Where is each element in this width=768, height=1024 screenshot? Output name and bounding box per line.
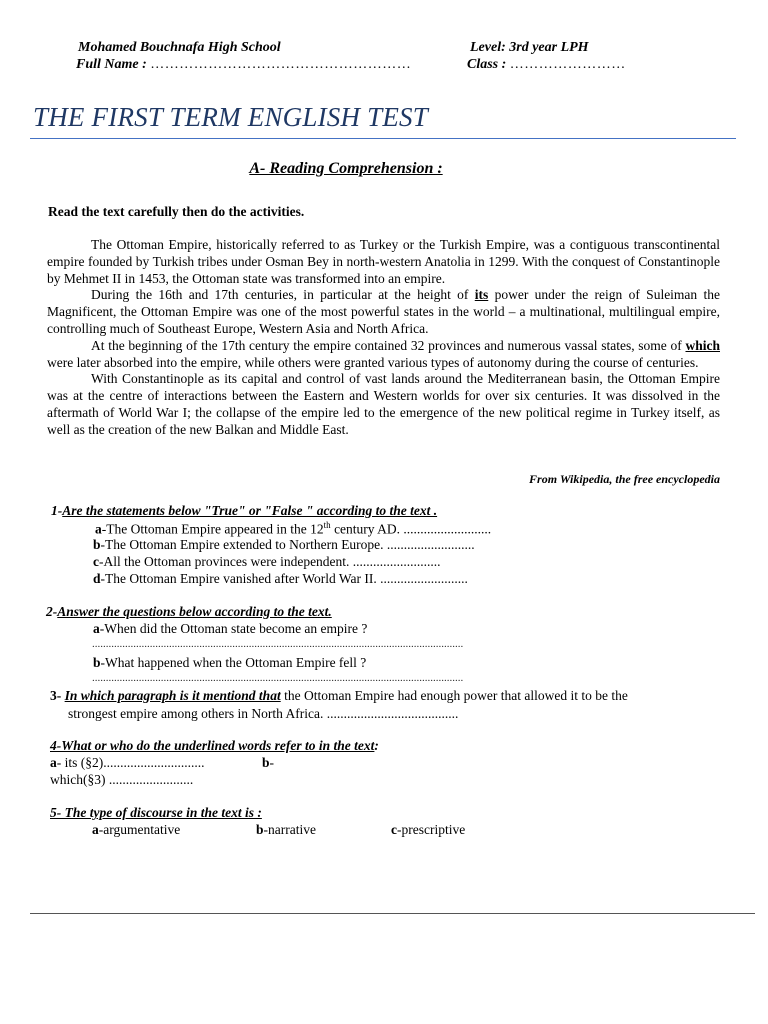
paragraph-2: During the 16th and 17th centuries, in particular at the height of its power under the reign of Suleiman the Magnificent, the Ottoman Empire was one of the most powerful states in the world – a multinational, multilingual empire, controlling much of Southeast Europe, Western Asia and North Africa. xyxy=(47,287,720,336)
footer-divider xyxy=(30,913,755,914)
q5-option-a[interactable]: a-argumentative xyxy=(92,822,181,837)
full-name-field[interactable]: ……………………………………………… xyxy=(150,57,412,72)
class-field[interactable]: …………………… xyxy=(509,57,626,72)
q1-item-c: c-All the Ottoman provinces were independent. .......................... xyxy=(93,554,441,569)
q5-heading: 5- The type of discourse in the text is : xyxy=(50,805,262,820)
q2-answer-a[interactable]: ....................................................................................................................................... xyxy=(92,638,464,650)
page-title: THE FIRST TERM ENGLISH TEST xyxy=(33,102,428,132)
q3-line-1: 3- In which paragraph is it mentiond that the Ottoman Empire had enough power that allowed it to be the xyxy=(50,688,628,703)
underlined-word-its: its xyxy=(474,287,489,303)
q4-item-b-word: which(§3) ......................... xyxy=(50,772,194,787)
paragraph-3: At the beginning of the 17th century the empire contained 32 provinces and numerous vassal states, some of which were later absorbed into the empire, while others were granted various types of autonomy during the course of centuries. xyxy=(47,337,720,370)
q4-item-a: a- its (§2).............................. xyxy=(50,755,205,770)
q4-heading: 4-What or who do the underlined words refer to in the text: xyxy=(50,738,379,753)
q5-option-b[interactable]: b-narrative xyxy=(256,822,316,837)
full-name-row xyxy=(76,57,411,73)
reading-passage xyxy=(47,237,720,439)
q2-answer-b[interactable]: ....................................................................................................................................... xyxy=(92,672,464,684)
q3-line-2: strongest empire among others in North Africa. ....................................... xyxy=(68,706,459,721)
class-row xyxy=(467,57,626,73)
q2-heading: 2-Answer the questions below according to the text. xyxy=(46,604,332,619)
q1-heading: 1-Are the statements below "True" or "False " according to the text . xyxy=(51,503,438,518)
q1-item-a: a-The Ottoman Empire appeared in the 12th century AD. .......................... xyxy=(95,520,492,537)
paragraph-1: The Ottoman Empire, historically referred to as Turkey or the Turkish Empire, was a contiguous transcontinental empire founded by Turkish tribes under Osman Bey in north-western Anatolia in 1299. With the conquest of Constantinople by Mehmet II in 1453, the Ottoman state was transformed into an empire. xyxy=(47,237,720,286)
instruction: Read the text carefully then do the activities. xyxy=(48,204,305,219)
school-name: Mohamed Bouchnafa High School xyxy=(78,40,281,55)
title-underline xyxy=(30,138,736,139)
source-citation: From Wikipedia, the free encyclopedia xyxy=(529,472,720,486)
paragraph-4: With Constantinople as its capital and control of vast lands around the Mediterranean basin, the Ottoman Empire was at the centre of interactions between the Eastern and Western worlds for over six centuries. It was dissolved in the aftermath of World War I; the collapse of the empire led to the emergence of the new political regime in Turkey itself, as well as the creation of the new Balkan and Middle East. xyxy=(47,371,720,437)
section-title: A- Reading Comprehension : xyxy=(249,160,443,177)
q2-item-b: b-What happened when the Ottoman Empire fell ? xyxy=(93,655,367,670)
full-name-label: Full Name : xyxy=(76,57,147,72)
q5-option-c[interactable]: c-prescriptive xyxy=(391,822,466,837)
level-label: Level: 3rd year LPH xyxy=(470,40,589,55)
q2-item-a: a-When did the Ottoman state become an empire ? xyxy=(93,621,368,636)
q4-item-b: b- xyxy=(262,755,275,770)
q1-item-d: d-The Ottoman Empire vanished after World War II. .......................... xyxy=(93,571,468,586)
q1-item-b: b-The Ottoman Empire extended to Northern Europe. .......................... xyxy=(93,537,475,552)
class-label: Class : xyxy=(467,57,507,72)
underlined-word-which: which xyxy=(685,337,720,353)
